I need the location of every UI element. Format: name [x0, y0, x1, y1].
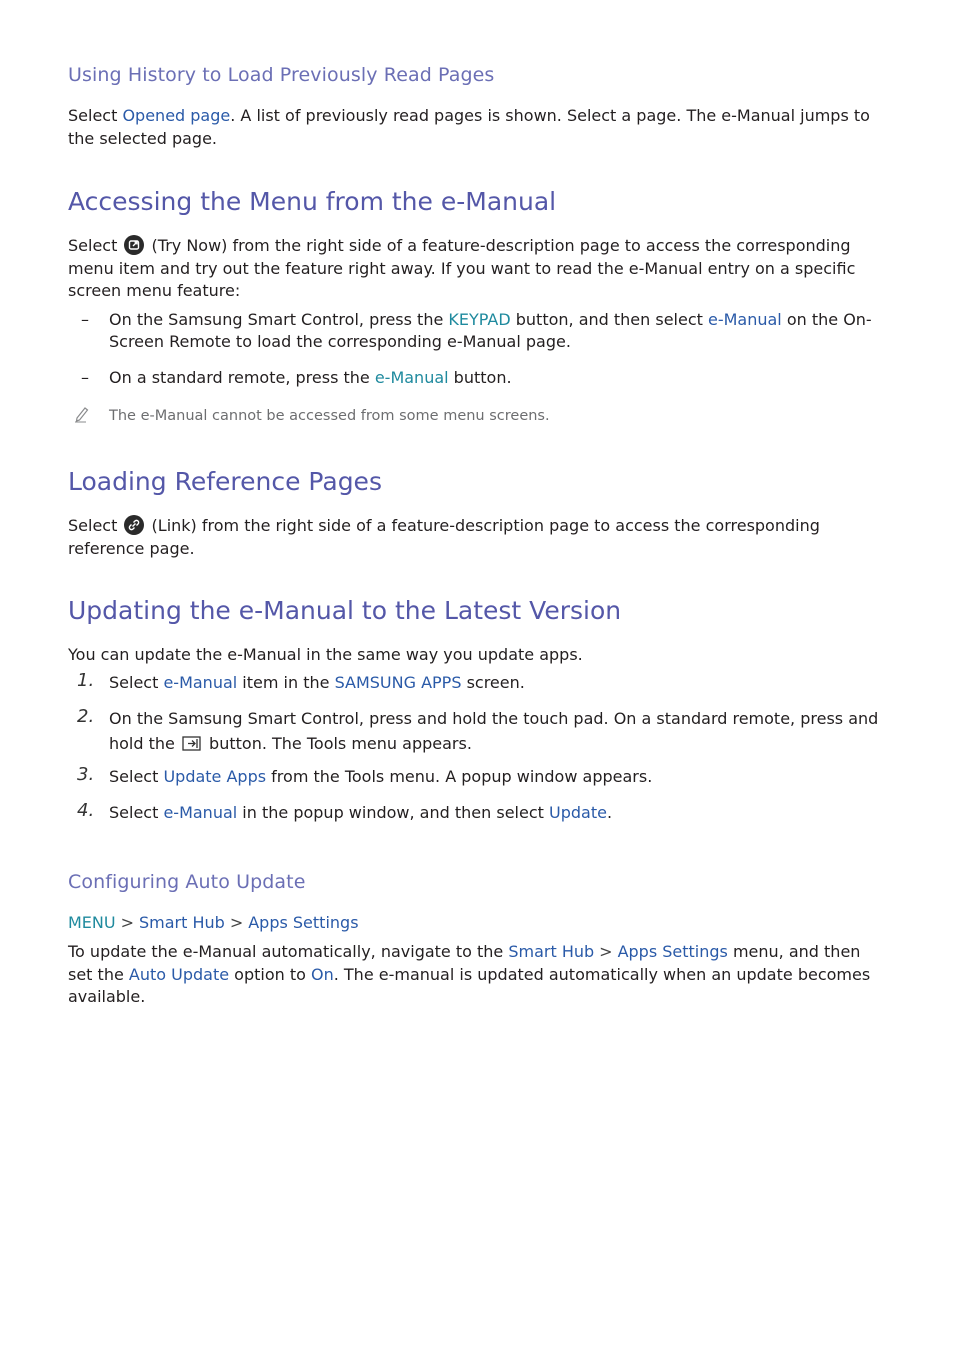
- apps-settings-link[interactable]: Apps Settings: [617, 942, 728, 961]
- opened-page-link[interactable]: Opened page: [122, 106, 231, 125]
- emanual-popup-link[interactable]: e-Manual: [163, 803, 238, 822]
- on-link[interactable]: On: [311, 964, 334, 984]
- auto-update-paragraph: To update the e-Manual automatically, navigate to the Smart Hub > Apps Settings menu, and then set the Auto Update option to On. The e-manual is updated automatically when an update becomes available.: [68, 942, 871, 1006]
- samsung-apps-link[interactable]: SAMSUNG APPS: [334, 673, 462, 692]
- update-intro: You can update the e-Manual in the same way you update apps.: [68, 645, 583, 664]
- reference-paragraph: Select (Link) from the right side of a feature-description page to access the corresponding reference page.: [68, 516, 820, 558]
- update-heading: Updating the e-Manual to the Latest Version: [68, 596, 622, 625]
- emanual-link[interactable]: e-Manual: [707, 310, 782, 329]
- pencil-note-icon: [74, 405, 90, 427]
- update-link[interactable]: Update: [548, 803, 607, 822]
- update-apps-link[interactable]: Update Apps: [163, 767, 267, 786]
- emanual-button-link[interactable]: e-Manual: [374, 368, 449, 387]
- tools-icon[interactable]: [182, 733, 202, 748]
- menu-access-paragraph: Select (Try Now) from the right side of a feature-description page to access the corresponding menu item and try out the feature right away. If you want to read the e-Manual entry on a specific screen menu feature:: [68, 236, 856, 300]
- path-apps-settings[interactable]: Apps Settings: [248, 913, 359, 932]
- menu-path: MENU > Smart Hub > Apps Settings: [68, 913, 359, 932]
- try-now-icon[interactable]: [124, 235, 144, 255]
- history-heading: Using History to Load Previously Read Pages: [68, 64, 495, 86]
- emanual-item-link[interactable]: e-Manual: [163, 673, 238, 692]
- smart-hub-link[interactable]: Smart Hub: [508, 942, 595, 961]
- path-menu[interactable]: MENU: [68, 913, 116, 932]
- auto-update-link[interactable]: Auto Update: [128, 964, 230, 984]
- auto-update-heading: Configuring Auto Update: [68, 871, 306, 893]
- menu-access-heading: Accessing the Menu from the e-Manual: [68, 187, 557, 216]
- keypad-link[interactable]: KEYPAD: [448, 310, 511, 329]
- reference-heading: Loading Reference Pages: [68, 467, 382, 496]
- history-paragraph: Select Opened page. A list of previously read pages is shown. Select a page. The e-Manual jumps to the selected page.: [68, 106, 870, 148]
- link-icon[interactable]: [124, 515, 144, 535]
- path-smart-hub[interactable]: Smart Hub: [139, 913, 225, 932]
